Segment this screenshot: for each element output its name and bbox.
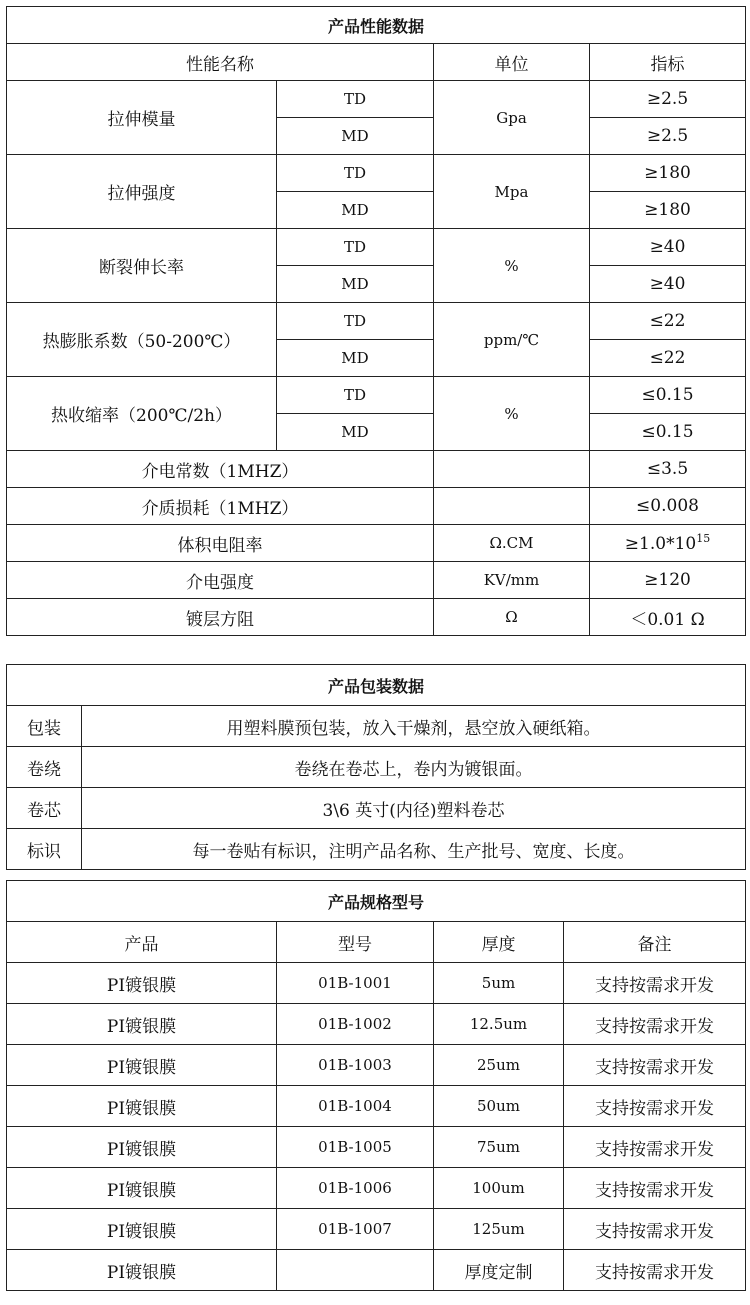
model-cell: 01B-1005: [277, 1127, 434, 1168]
unit: Mpa: [434, 155, 590, 229]
table-row: [7, 1250, 746, 1291]
header-unit: 单位: [434, 44, 590, 81]
unit: ppm/℃: [434, 303, 590, 377]
index-value: ≥180: [590, 155, 746, 192]
index-value: ≤22: [590, 340, 746, 377]
performance-title: 产品性能数据: [7, 7, 746, 44]
direction: MD: [277, 192, 434, 229]
table-row: [7, 1168, 746, 1209]
index-value: [590, 525, 746, 562]
direction: TD: [277, 81, 434, 118]
index-value: ＜0.01 Ω: [590, 599, 746, 636]
index-value: ≤0.008: [590, 488, 746, 525]
value-exponent: 15: [696, 532, 711, 545]
property-name: 镀层方阻: [7, 599, 434, 636]
property-name: 热收缩率（200℃/2h）: [7, 377, 277, 451]
property-name: 介质损耗（1MHZ）: [7, 488, 434, 525]
table-row: [7, 1127, 746, 1168]
unit: Ω.CM: [434, 525, 590, 562]
packaging-value: 用塑料膜预包装，放入干燥剂，悬空放入硬纸箱。: [82, 706, 746, 747]
product-cell: PI镀银膜: [7, 1168, 277, 1209]
direction: TD: [277, 155, 434, 192]
product-cell: PI镀银膜: [7, 963, 277, 1004]
note-cell: 支持按需求开发: [564, 963, 746, 1004]
header-index: 指标: [590, 44, 746, 81]
table-row: [7, 963, 746, 1004]
thickness-cell: 50um: [434, 1086, 564, 1127]
direction: MD: [277, 266, 434, 303]
property-name: 热膨胀系数（50-200℃）: [7, 303, 277, 377]
unit: %: [434, 229, 590, 303]
direction: MD: [277, 340, 434, 377]
direction: TD: [277, 229, 434, 266]
index-value: ≤22: [590, 303, 746, 340]
property-name: 拉伸模量: [7, 81, 277, 155]
model-cell: [277, 1250, 434, 1291]
unit: KV/mm: [434, 562, 590, 599]
index-value: ≤3.5: [590, 451, 746, 488]
unit: [434, 451, 590, 488]
packaging-label: 卷芯: [7, 788, 82, 829]
index-value: ≥2.5: [590, 118, 746, 155]
direction: TD: [277, 303, 434, 340]
product-cell: PI镀银膜: [7, 1045, 277, 1086]
thickness-cell: 25um: [434, 1045, 564, 1086]
model-cell: 01B-1003: [277, 1045, 434, 1086]
index-value: ≤0.15: [590, 377, 746, 414]
packaging-label: 卷绕: [7, 747, 82, 788]
performance-table: [6, 6, 746, 636]
packaging-title: 产品包装数据: [7, 665, 746, 706]
packaging-table: [6, 664, 746, 870]
table-row: [7, 1209, 746, 1250]
header-model: 型号: [277, 922, 434, 963]
note-cell: 支持按需求开发: [564, 1004, 746, 1045]
value-base: ≥1.0*10: [624, 534, 697, 554]
thickness-cell: 100um: [434, 1168, 564, 1209]
model-cell: 01B-1007: [277, 1209, 434, 1250]
model-cell: 01B-1001: [277, 963, 434, 1004]
packaging-value: 3\6 英寸(内径)塑料卷芯: [82, 788, 746, 829]
header-name: 性能名称: [7, 44, 434, 81]
note-cell: 支持按需求开发: [564, 1168, 746, 1209]
model-cell: 01B-1004: [277, 1086, 434, 1127]
table-row: [7, 1004, 746, 1045]
specs-title: 产品规格型号: [7, 881, 746, 922]
note-cell: 支持按需求开发: [564, 1209, 746, 1250]
index-value: ≤0.15: [590, 414, 746, 451]
packaging-value: 卷绕在卷芯上，卷内为镀银面。: [82, 747, 746, 788]
unit: %: [434, 377, 590, 451]
property-name: 断裂伸长率: [7, 229, 277, 303]
product-cell: PI镀银膜: [7, 1086, 277, 1127]
packaging-label: 包装: [7, 706, 82, 747]
header-product: 产品: [7, 922, 277, 963]
product-cell: PI镀银膜: [7, 1209, 277, 1250]
header-note: 备注: [564, 922, 746, 963]
product-cell: PI镀银膜: [7, 1004, 277, 1045]
thickness-cell: 12.5um: [434, 1004, 564, 1045]
header-thickness: 厚度: [434, 922, 564, 963]
packaging-value: 每一卷贴有标识，注明产品名称、生产批号、宽度、长度。: [82, 829, 746, 870]
specs-table: [6, 880, 746, 1291]
property-name: 介电强度: [7, 562, 434, 599]
index-value: ≥120: [590, 562, 746, 599]
index-value: ≥2.5: [590, 81, 746, 118]
note-cell: 支持按需求开发: [564, 1045, 746, 1086]
table-row: [7, 1045, 746, 1086]
thickness-cell: 5um: [434, 963, 564, 1004]
thickness-cell: 75um: [434, 1127, 564, 1168]
direction: MD: [277, 414, 434, 451]
index-value: ≥40: [590, 229, 746, 266]
thickness-cell: 125um: [434, 1209, 564, 1250]
product-cell: PI镀银膜: [7, 1250, 277, 1291]
direction: MD: [277, 118, 434, 155]
index-value: ≥40: [590, 266, 746, 303]
index-value: ≥180: [590, 192, 746, 229]
direction: TD: [277, 377, 434, 414]
thickness-cell: 厚度定制: [434, 1250, 564, 1291]
model-cell: 01B-1006: [277, 1168, 434, 1209]
unit: Ω: [434, 599, 590, 636]
property-name: 拉伸强度: [7, 155, 277, 229]
note-cell: 支持按需求开发: [564, 1250, 746, 1291]
property-name: 体积电阻率: [7, 525, 434, 562]
unit: Gpa: [434, 81, 590, 155]
table-row: [7, 1086, 746, 1127]
note-cell: 支持按需求开发: [564, 1127, 746, 1168]
packaging-label: 标识: [7, 829, 82, 870]
property-name: 介电常数（1MHZ）: [7, 451, 434, 488]
note-cell: 支持按需求开发: [564, 1086, 746, 1127]
unit: [434, 488, 590, 525]
model-cell: 01B-1002: [277, 1004, 434, 1045]
product-cell: PI镀银膜: [7, 1127, 277, 1168]
